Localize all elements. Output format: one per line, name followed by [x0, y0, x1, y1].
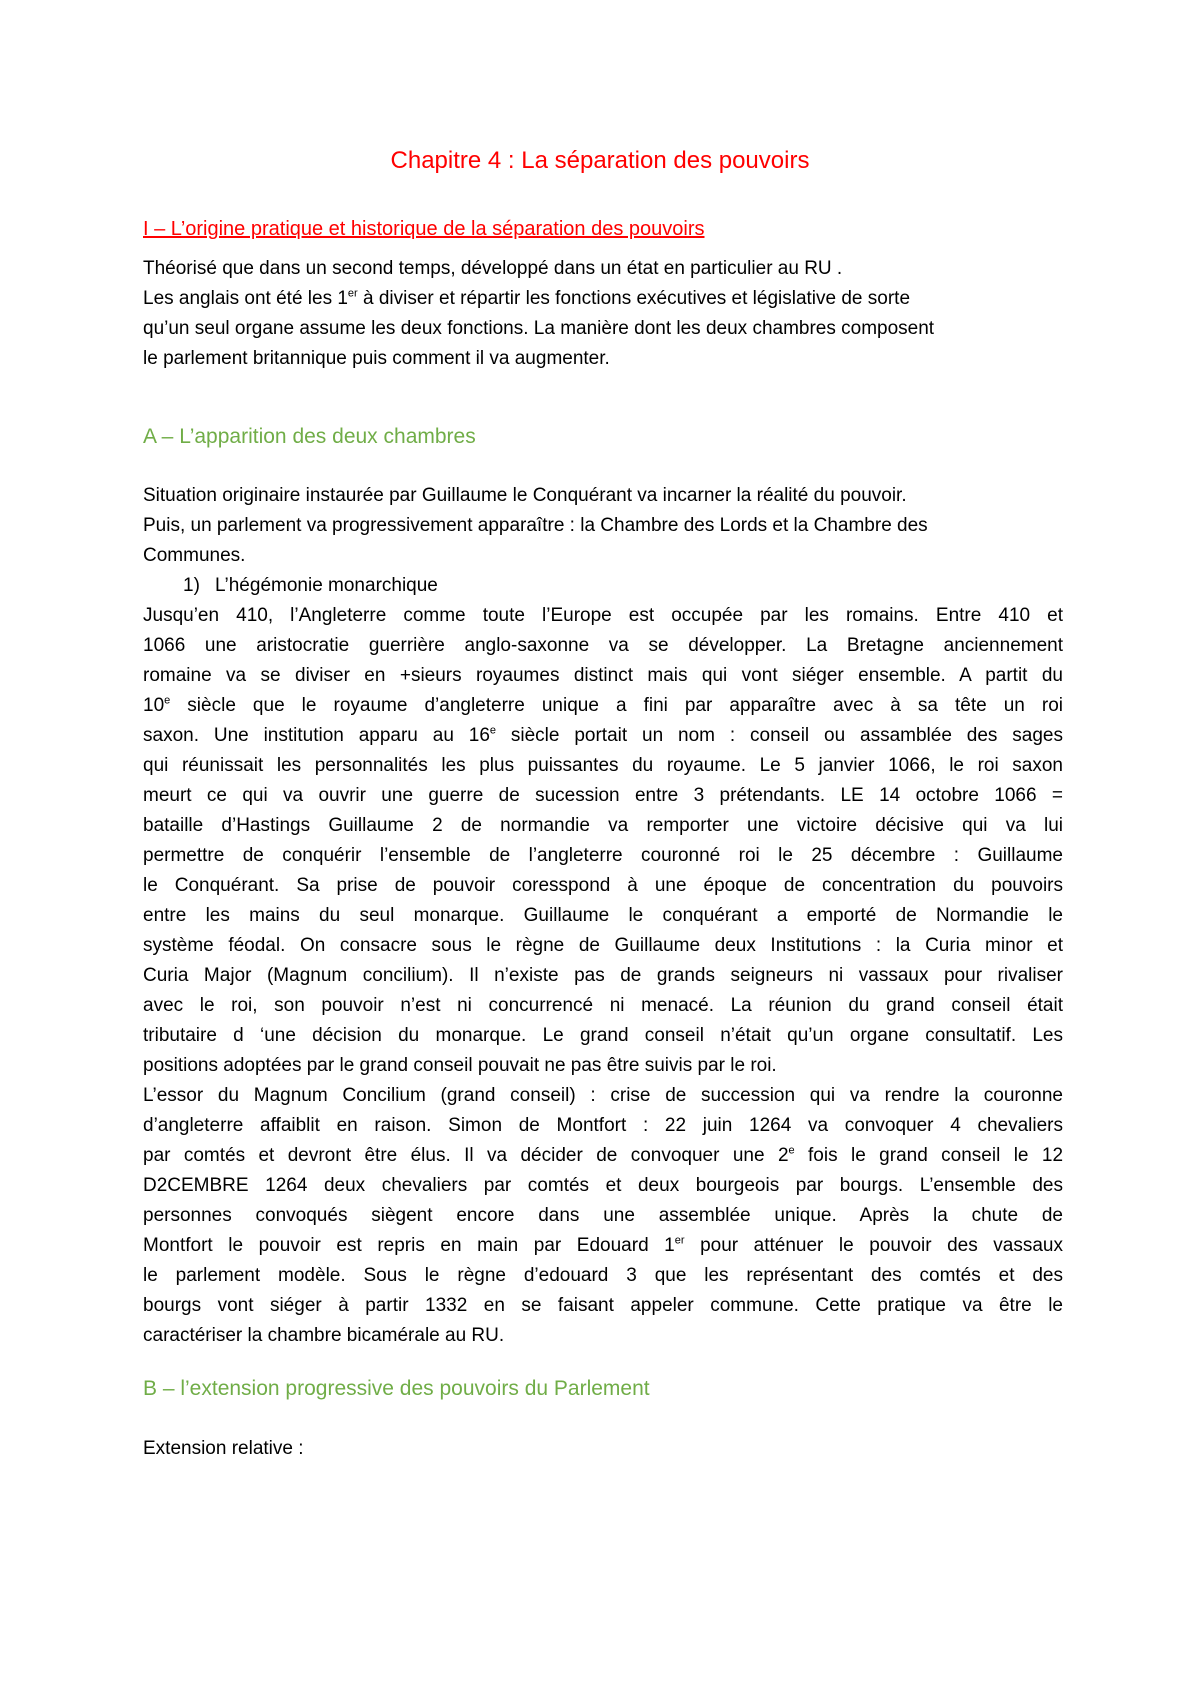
item-number: 1)	[183, 575, 200, 596]
text-line: bataille d’Hastings Guillaume 2 de normandie va remporter une victoire décisive qui va lui	[143, 815, 1063, 836]
text-line: le parlement britannique puis comment il va augmenter.	[143, 348, 610, 369]
page-title: Chapitre 4 : La séparation des pouvoirs	[390, 147, 810, 174]
text-line: L’essor du Magnum Concilium (grand conseil) : crise de succession qui va rendre la couronne	[143, 1085, 1063, 1106]
hegemony-paragraph	[143, 601, 1063, 1351]
section-heading-origin: I – L’origine pratique et historique de la séparation des pouvoirs	[143, 218, 705, 240]
text-line: personnes convoqués siègent encore dans une assemblée unique. Après la chute de	[143, 1205, 1063, 1226]
text-line: 10e siècle que le royaume d’angleterre unique a fini par apparaître avec à sa tête un roi	[143, 694, 1063, 716]
text-line: le parlement modèle. Sous le règne d’edouard 3 que les représentant des comtés et des	[143, 1265, 1063, 1286]
subsection-heading-extension: B – l’extension progressive des pouvoirs du Parlement	[143, 1377, 650, 1400]
text-line: positions adoptées par le grand conseil pouvait ne pas être suivis par le roi.	[143, 1055, 777, 1076]
text-line: entre les mains du seul monarque. Guillaume le conquérant a emporté de Normandie le	[143, 905, 1063, 926]
text-line: 1066 une aristocratie guerrière anglo-saxonne va se développer. La Bretagne anciennement	[143, 635, 1063, 656]
text-line: Montfort le pouvoir est repris en main par Edouard 1er pour atténuer le pouvoir des vassaux	[143, 1234, 1063, 1256]
extension-paragraph	[143, 1434, 1063, 1464]
chambers-intro-paragraph	[143, 481, 1063, 571]
text-line: Théorisé que dans un second temps, développé dans un état en particulier au RU .	[143, 258, 843, 279]
text-line: système féodal. On consacre sous le règne de Guillaume deux Institutions : la Curia minor et	[143, 935, 1063, 956]
text-line: tributaire d ‘une décision du monarque. Le grand conseil n’était qu’un organe consultatif. Les	[143, 1025, 1063, 1046]
text-line: le Conquérant. Sa prise de pouvoir coresspond à une époque de concentration du pouvoirs	[143, 875, 1063, 896]
text-line: saxon. Une institution apparu au 16e siècle portait un nom : conseil ou assamblée des sages	[143, 724, 1063, 746]
intro-paragraph	[143, 254, 1063, 374]
text-line: d’angleterre affaiblit en raison. Simon de Montfort : 22 juin 1264 va convoquer 4 chevaliers	[143, 1115, 1063, 1136]
text-line: caractériser la chambre bicamérale au RU.	[143, 1325, 505, 1346]
numbered-item-hegemony	[183, 571, 438, 601]
text-line: par comtés et devront être élus. Il va décider de convoquer une 2e fois le grand conseil le 12	[143, 1144, 1064, 1166]
text-line: Communes.	[143, 545, 246, 566]
text-line: meurt ce qui va ouvrir une guerre de sucession entre 3 prétendants. LE 14 octobre 1066 =	[143, 785, 1063, 806]
text-line: qu’un seul organe assume les deux fonctions. La manière dont les deux chambres composent	[143, 318, 935, 339]
text-line: Les anglais ont été les 1er à diviser et répartir les fonctions exécutives et législative de sorte	[143, 287, 911, 309]
text-line: Extension relative :	[143, 1438, 304, 1459]
text-line: romaine va se diviser en +sieurs royaumes distinct mais qui vont siéger ensemble. A partit du	[143, 665, 1063, 686]
text-line: Situation originaire instaurée par Guillaume le Conquérant va incarner la réalité du pouvoir.	[143, 485, 907, 506]
text-line: avec le roi, son pouvoir n’est ni concurrencé ni menacé. La réunion du grand conseil était	[143, 995, 1063, 1016]
text-line: bourgs vont siéger à partir 1332 en se faisant appeler commune. Cette pratique va être le	[143, 1295, 1063, 1316]
text-line: Jusqu’en 410, l’Angleterre comme toute l’Europe est occupée par les romains. Entre 410 et	[143, 605, 1063, 626]
text-line: qui réunissait les personnalités les plus puissantes du royaume. Le 5 janvier 1066, le roi saxon	[143, 755, 1063, 776]
text-line: Curia Major (Magnum concilium). Il n’existe pas de grands seigneurs ni vassaux pour rivaliser	[143, 965, 1063, 986]
subsection-heading-chambers: A – L’apparition des deux chambres	[143, 425, 476, 448]
text-line: permettre de conquérir l’ensemble de l’angleterre couronné roi le 25 décembre : Guillaume	[143, 845, 1063, 866]
item-label: L’hégémonie monarchique	[215, 575, 438, 596]
text-line: D2CEMBRE 1264 deux chevaliers par comtés et deux bourgeois par bourgs. L’ensemble des	[143, 1175, 1063, 1196]
text-line: Puis, un parlement va progressivement apparaître : la Chambre des Lords et la Chambre des	[143, 515, 928, 536]
